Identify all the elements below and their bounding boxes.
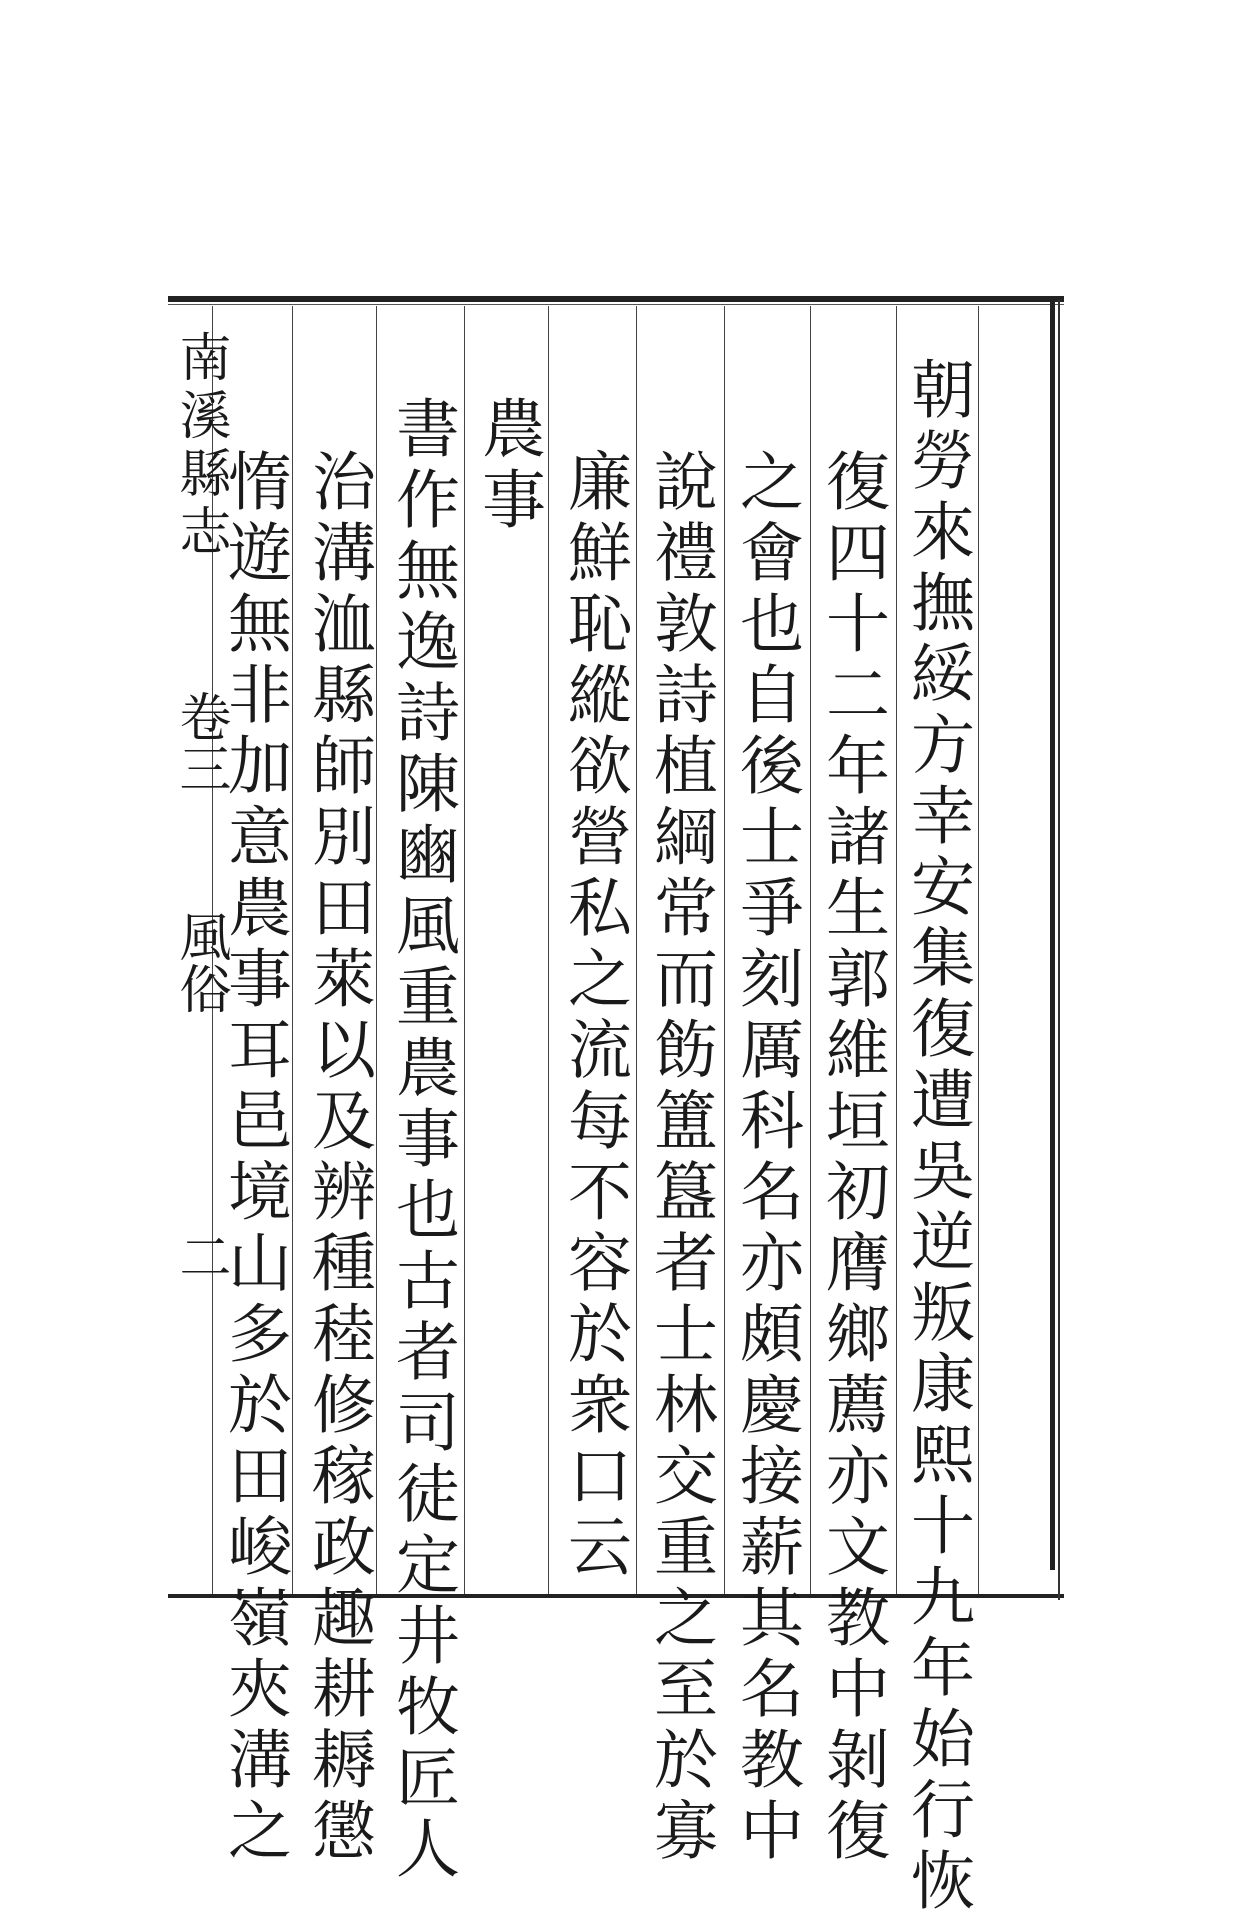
folio-number: 二 — [170, 1230, 230, 1282]
column-rule — [978, 306, 979, 1594]
text-column-2: 復四十二年諸生郭維垣初膺鄉薦亦文教中剝復 — [815, 448, 889, 1868]
section-label: 風俗 — [170, 910, 230, 1014]
volume-label: 卷三 — [170, 690, 230, 794]
frame-top-inner-border — [168, 304, 1064, 305]
text-column-8: 治溝洫縣師別田萊以及辨種稑修稼政趣耕耨懲 — [301, 448, 375, 1868]
text-column-4: 說禮敦詩植綱常而飭簠簋者士林交重之至於寡 — [643, 448, 717, 1868]
text-column-5: 廉鮮恥縱欲營私之流每不容於衆口云 — [557, 448, 631, 1584]
text-column-3: 之會也自後士爭刻厲科名亦頗慶接薪其名教中 — [729, 448, 803, 1868]
column-rule — [810, 306, 811, 1594]
column-rule — [724, 306, 725, 1594]
section-heading: 農事 — [471, 395, 545, 537]
column-rule — [464, 306, 465, 1594]
frame-right-border — [1050, 300, 1055, 1570]
text-column-9: 惰遊無非加意農事耳邑境山多於田峻嶺夾溝之 — [217, 448, 291, 1868]
text-column-7: 書作無逸詩陳豳風重農事也古者司徒定井牧匠人 — [385, 395, 459, 1886]
frame-right-outer-border — [1058, 300, 1060, 1600]
column-rule — [636, 306, 637, 1594]
text-column-1: 朝勞來撫綏方幸安集復遭吳逆叛康熙十九年始行恢 — [900, 356, 974, 1918]
column-rule — [548, 306, 549, 1594]
book-title: 南溪縣志 — [170, 330, 230, 562]
frame-top-border — [168, 296, 1064, 302]
